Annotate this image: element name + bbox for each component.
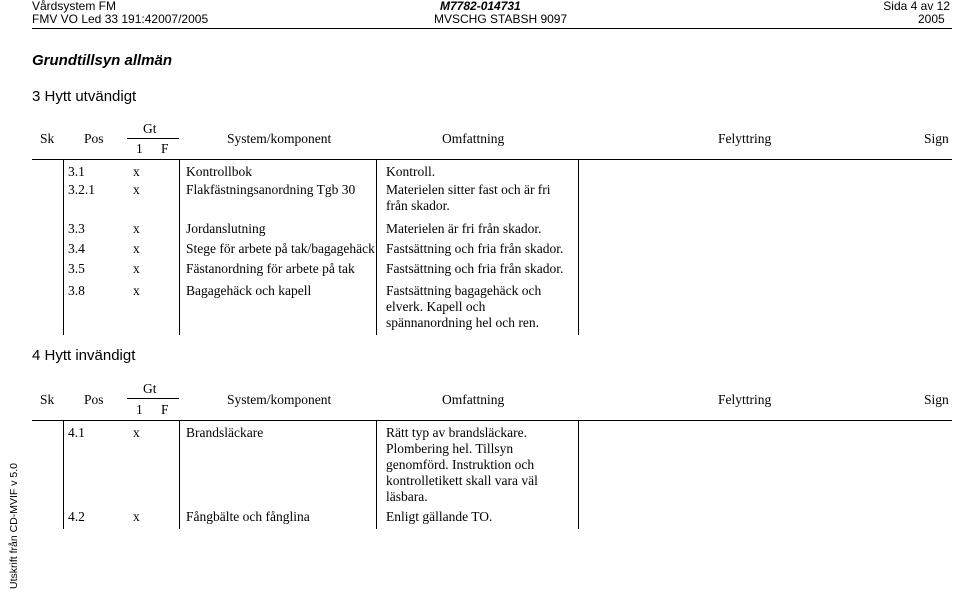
row-mark: x bbox=[133, 425, 140, 440]
column-system: System/komponent bbox=[227, 131, 332, 146]
column-sign: Sign bbox=[924, 392, 949, 407]
column-sk: Sk bbox=[40, 131, 55, 146]
row-pos: 4.1 bbox=[68, 425, 85, 440]
column-felyttring: Felyttring bbox=[718, 131, 772, 146]
header-reference: M7782-014731 bbox=[440, 0, 521, 13]
row-pos: 3.4 bbox=[68, 241, 85, 256]
column-gt: Gt bbox=[143, 381, 157, 396]
column-gt-1: 1 bbox=[136, 141, 143, 156]
row-mark: x bbox=[133, 182, 140, 197]
column-gt-1: 1 bbox=[136, 402, 143, 417]
row-omfattning: Fastsättning och fria från skador. bbox=[386, 241, 564, 256]
row-pos: 3.3 bbox=[68, 221, 85, 236]
row-pos: 3.1 bbox=[68, 164, 85, 179]
section-title-4: 4 Hytt invändigt bbox=[32, 347, 136, 364]
row-omfattning: Fastsättning bagagehäck och elverk. Kapell och spännanordning hel och ren. bbox=[386, 283, 542, 330]
column-gt: Gt bbox=[143, 121, 157, 136]
row-omfattning: Enligt gällande TO. bbox=[386, 509, 493, 524]
column-omfattning: Omfattning bbox=[442, 392, 505, 407]
row-mark: x bbox=[133, 261, 140, 276]
section-title-3: 3 Hytt utvändigt bbox=[32, 88, 137, 105]
column-separator-sk bbox=[63, 421, 64, 529]
column-pos: Pos bbox=[84, 392, 104, 407]
column-sk: Sk bbox=[40, 392, 55, 407]
row-omfattning: Materielen sitter fast och är fri från skador. bbox=[386, 182, 551, 213]
column-separator-omfattning bbox=[578, 421, 579, 529]
column-separator-sk bbox=[63, 160, 64, 335]
header-divider bbox=[32, 28, 952, 29]
row-mark: x bbox=[133, 283, 140, 298]
column-separator-system bbox=[376, 160, 377, 335]
column-gt-f: F bbox=[161, 402, 169, 417]
gt-divider bbox=[127, 138, 179, 139]
header-page-number: Sida 4 av 12 bbox=[883, 0, 950, 13]
row-system: Stege för arbete på tak/bagagehäck bbox=[186, 241, 375, 256]
row-system: Brandsläckare bbox=[186, 425, 264, 440]
row-pos: 3.8 bbox=[68, 283, 85, 298]
row-system: Jordanslutning bbox=[186, 221, 266, 236]
row-system: Flakfästningsanordning Tgb 30 bbox=[186, 182, 356, 197]
table-header-divider-4 bbox=[32, 420, 952, 421]
column-system: System/komponent bbox=[227, 392, 332, 407]
column-separator-omfattning bbox=[578, 160, 579, 335]
row-mark: x bbox=[133, 509, 140, 524]
header-system: Vårdsystem FM bbox=[32, 0, 117, 13]
header-document-id: FMV VO Led 33 191:42007/2005 bbox=[32, 12, 209, 26]
column-gt-f: F bbox=[161, 141, 169, 156]
row-pos: 3.5 bbox=[68, 261, 85, 276]
row-pos: 3.2.1 bbox=[68, 182, 95, 197]
row-system: Fästanordning för arbete på tak bbox=[186, 261, 355, 276]
page-title: Grundtillsyn allmän bbox=[32, 52, 173, 69]
row-system: Kontrollbok bbox=[186, 164, 252, 179]
row-omfattning: Rätt typ av brandsläckare. Plombering hel. Tillsyn genomförd. Instruktion och kontrolletikett skall vara väl läsbara. bbox=[386, 425, 538, 504]
row-pos: 4.2 bbox=[68, 509, 85, 524]
row-system: Fångbälte och fånglina bbox=[186, 509, 310, 524]
row-mark: x bbox=[133, 221, 140, 236]
column-pos: Pos bbox=[84, 131, 104, 146]
row-system: Bagagehäck och kapell bbox=[186, 283, 312, 298]
column-separator-gt bbox=[179, 160, 180, 335]
gt-divider bbox=[127, 398, 179, 399]
table-header-divider-3 bbox=[32, 159, 952, 160]
header-year: 2005 bbox=[918, 12, 945, 26]
row-mark: x bbox=[133, 241, 140, 256]
print-source-note: Utskrift från CD-MVIF v 5.0 bbox=[8, 463, 20, 590]
row-omfattning: Materielen är fri från skador. bbox=[386, 221, 542, 236]
column-separator-system bbox=[376, 421, 377, 529]
column-separator-gt bbox=[179, 421, 180, 529]
header-vehicle: MVSCHG STABSH 9097 bbox=[434, 12, 568, 26]
row-omfattning: Fastsättning och fria från skador. bbox=[386, 261, 564, 276]
column-omfattning: Omfattning bbox=[442, 131, 505, 146]
column-sign: Sign bbox=[924, 131, 949, 146]
row-mark: x bbox=[133, 164, 140, 179]
row-omfattning: Kontroll. bbox=[386, 164, 436, 179]
column-felyttring: Felyttring bbox=[718, 392, 772, 407]
